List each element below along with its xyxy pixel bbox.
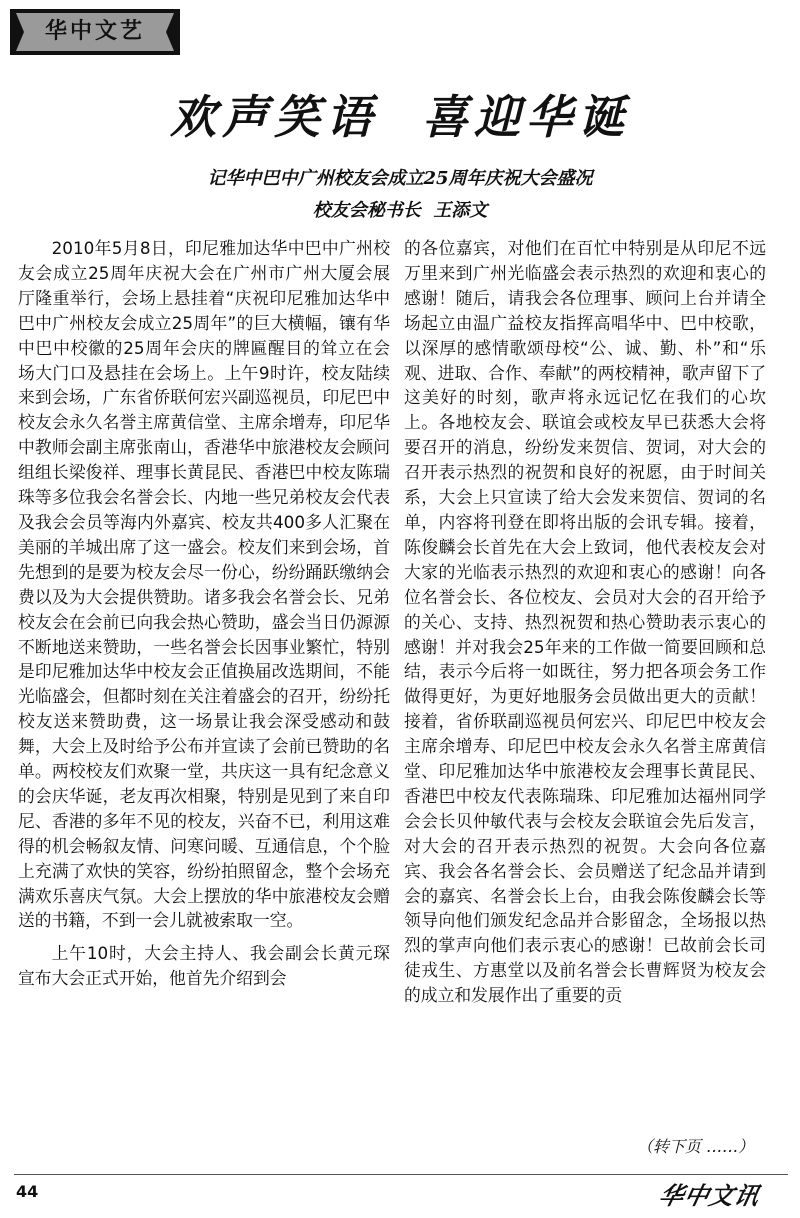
paragraph: 上午10时，大会主持人、我会副会长黄元琛宣布大会正式开始，他首先介绍到会 [18, 943, 390, 989]
section-tag [10, 9, 180, 55]
page-number: 44 [16, 1182, 39, 1201]
continued-note: （转下页 ……） [636, 1137, 754, 1156]
paragraph: 的各位嘉宾，对他们在百忙中特别是从印尼不远万里来到广州光临盛会表示热烈的欢迎和衷心的感谢！随后，请我会各位理事、顾问上台并请全场起立由温广益校友指挥高唱华中、巴中校歌，以深厚的感情歌颂母校“公、诚、勤、朴”和“乐观、进取、合作、奉献”的两校精神，歌声留下了这美好的时刻，歌声将永远记忆在我们的心坎上。各地校友会、联谊会或校友早已获悉大会将要召开的消息，纷纷发来贺信、贺词，对大会的召开表示热烈的祝贺和良好的祝愿，由于时间关系，大会上只宣读了给大会发来贺信、贺词的名单，内容将刊登在即将出版的会讯专辑。接着，陈俊麟会长首先在大会上致词，他代表校友会对大家的光临表示热烈的欢迎和衷心的感谢！向各位名誉会长、各位校友、会员对大会的召开给予的关心、支持、热烈祝贺和热心赞助表示衷心的感谢！并对我会25年来的工作做一简要回顾和总结，表示今后将一如既往，努力把各项会务工作做得更好，为更好地服务会员做出更大的贡献！接着，省侨联副巡视员何宏兴、印尼巴中校友会主席余增寿、印尼巴中校友会永久名誉主席黄信堂、印尼雅加达华中旅港校友会理事长黄昆民、香港巴中校友代表陈瑞珠、印尼雅加达福州同学会会长贝仲敏代表与会校友会联谊会先后发言，对大会的召开表示热烈的祝贺。大会向各位嘉宾、我会各名誉会长、会员赠送了纪念品并请到会的嘉宾、名誉会长上台，由我会陈俊麟会长等领导向他们颁发纪念品并合影留念，全场报以热烈的掌声向他们表示衷心的感谢！已故前会长司徒戎生、方惠堂以及前名誉会长曹辉贤为校友会的成立和发展作出了重要的贡 [404, 238, 766, 1006]
paragraph: 2010年5月8日，印尼雅加达华中巴中广州校友会成立25周年庆祝大会在广州市广州大厦会展厅隆重举行，会场上悬挂着“庆祝印尼雅加达华中巴中广州校友会成立25周年”的巨大横幅，镶有华中巴中校徽的25周年会庆的牌匾醒目的耸立在会场大门口及悬挂在会场上。上午9时许，校友陆续来到会场，广东省侨联何宏兴副巡视员，印尼巴中校友会永久名誉主席黄信堂、主席余增寿，印尼华中教师会副主席张南山，香港华中旅港校友会顾问组组长梁俊祥、理事长黄昆民、香港巴中校友陈瑞珠等多位我会名誉会长、内地一些兄弟校友会代表及我会会员等海内外嘉宾、校友共400多人汇聚在美丽的羊城出席了这一盛会。校友们来到会场，首先想到的是要为校友会尽一份心，纷纷踊跃缴纳会费以及为大会提供赞助。诸多我会名誉会长、兄弟校友会在会前已向我会热心赞助，盛会当日仍源源不断地送来赞助，一些名誉会长因事业繁忙，特别是印尼雅加达华中校友会正值换届改选期间，不能光临盛会，但都时刻在关注着盛会的召开，纷纷托校友送来赞助费，这一场景让我会深受感动和鼓舞，大会上及时给予公布并宣读了会前已赞助的名单。两校校友们欢聚一堂，共庆这一具有纪念意义的会庆华诞，老友再次相聚，特别是见到了来自印尼、香港的多年不见的校友，兴奋不已，利用这难得的机会畅叙友情、问寒问暖、互通信息，个个脸上充满了欢快的笑容，纷纷拍照留念，整个会场充满欢乐喜庆气氛。大会上摆放的华中旅港校友会赠送的书籍，不到一会儿就被索取一空。 [18, 238, 390, 931]
right-column [404, 236, 766, 1132]
masthead-logo: 华中文讯 [656, 1181, 763, 1210]
section-tag-label: 华中文艺 [44, 19, 145, 44]
article-subtitle: 记华中巴中广州校友会成立25周年庆祝大会盛况 [207, 168, 593, 189]
left-column [18, 236, 390, 1132]
footer-rule [14, 1174, 788, 1175]
article-title: 欢声笑语 喜迎华诞 [169, 90, 631, 144]
article-byline: 校友会秘书长 王添文 [312, 200, 488, 221]
